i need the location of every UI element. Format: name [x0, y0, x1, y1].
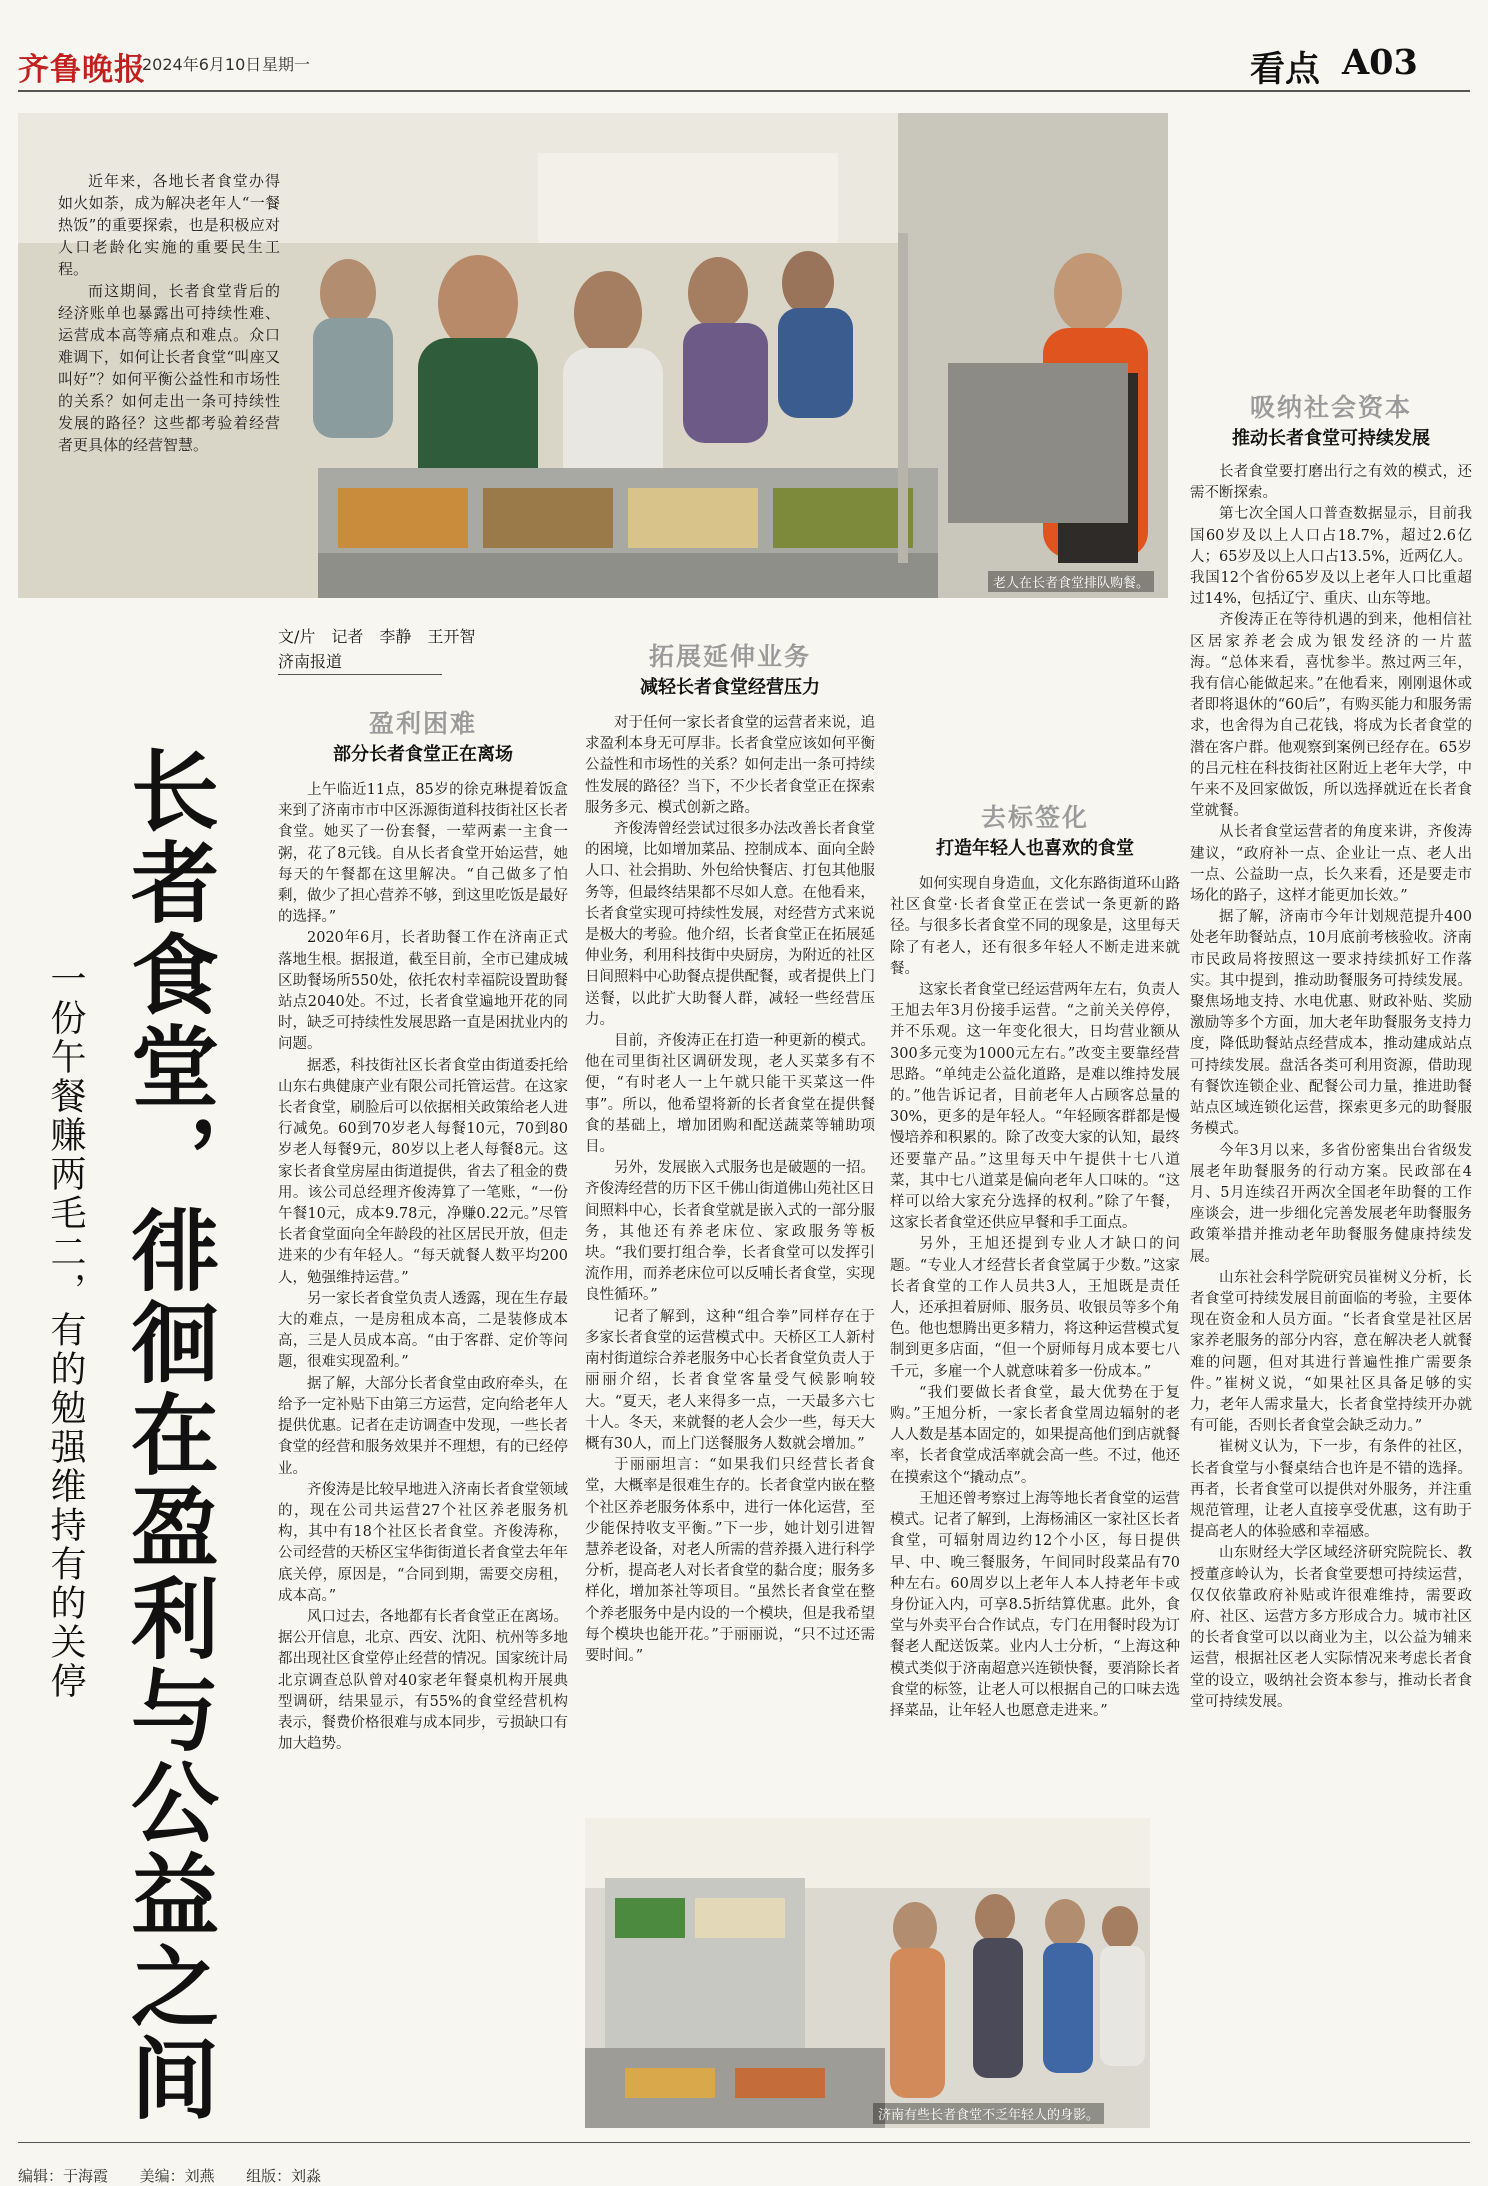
section-2-title: 拓展延伸业务	[648, 642, 811, 671]
section-1-title: 盈利困难	[368, 709, 477, 738]
paragraph: 齐俊涛是比较早地进入济南长者食堂领域的，现在公司共运营27个社区养老服务机构，其中有18个社区长者食堂。齐俊涛称，公司经营的天桥区宝华街街道长者食堂去年年底关停，原因是，“合同到期，需要交房租，成本高。”	[278, 1481, 568, 1604]
paragraph: 如何实现自身造血，文化东路街道环山路社区食堂·长者食堂正在尝试一条更新的路径。与很多长者食堂不同的现象是，这里每天除了有老人，还有很多年轻人不断走进来就餐。	[890, 876, 1180, 977]
paragraph: 王旭还曾考察过上海等地长者食堂的运营模式。记者了解到，上海杨浦区一家社区长者食堂，可辐射周边约12个小区，每日提供早、中、晚三餐服务，午间同时段菜品有70种左右。60周岁以上老年人本人持老年卡或身份证入内，可享8.5折结算优惠。此外，食堂与外卖平台合作试点，专门在用餐时段为订餐老人配送饭菜。业内人士分析，“上海这种模式类似于济南超意兴连锁快餐，要消除长者食堂的标签，让老人可以根据自己的口味去选择菜品，让年轻人也愿意走进来。”	[890, 1490, 1180, 1719]
paragraph: 另一家长者食堂负责人透露，现在生存最大的难点，一是房租成本高，二是装修成本高，三是人员成本高。“由于客群、定价等问题，很难实现盈利。”	[278, 1290, 568, 1371]
bottom-photo	[585, 1818, 1150, 2128]
section-name: 看点	[1250, 49, 1321, 90]
paragraph: 齐俊涛正在等待机遇的到来，他相信社区居家养老会成为银发经济的一片蓝海。“总体来看，喜忧参半。熬过两三年，我有信心能做起来。”在他看来，刚刚退休或者即将退休的“60后”，有购买能力和服务需求，也舍得为自己花钱，将成为长者食堂的潜在客户群。他观察到案例已经存在。65岁的吕元柱在科技街社区附近上老年大学，中午来不及回家做饭，所以选择就近在长者食堂就餐。	[1190, 612, 1472, 820]
footer-layout: 组版：刘淼	[246, 2167, 322, 2185]
paragraph: 从长者食堂运营者的角度来讲，齐俊涛建议，“政府补一点、企业让一点、老人出一点、公益助一点，长久来看，还是要走市场化的路子，这样才能更加长效。”	[1190, 824, 1472, 905]
byline-location: 济南报道	[278, 649, 442, 675]
paragraph: 第七次全国人口普查数据显示，目前我国60岁及以上人口占18.7%，超过2.6亿人；65岁及以上人口占13.5%，近两亿人。我国12个省份65岁及以上老年人口比重超过14%，包括辽宁、重庆、山东等地。	[1190, 506, 1472, 608]
bottom-photo-caption: 济南有些长者食堂不乏年轻人的身影。	[873, 2103, 1104, 2124]
top-photo-caption: 老人在长者食堂排队购餐。	[988, 571, 1154, 592]
subheadline: 一份午餐赚两毛二，有的勉强维持有的关停	[45, 960, 86, 1701]
byline-authors: 文/片 记者 李静 王开智	[278, 627, 476, 646]
paragraph: 长者食堂要打磨出行之有效的模式，还需不断探索。	[1190, 464, 1472, 502]
paragraph: 目前，齐俊涛正在打造一种更新的模式。他在司里街社区调研发现，老人买菜多有不便，“有时老人一上午就只能干买菜这一件事”。所以，他希望将新的长者食堂在提供餐食的基础上，增加团购和配送蔬菜等辅助项目。	[585, 1033, 875, 1156]
column-2	[585, 713, 875, 1811]
paragraph: “我们要做长者食堂，最大优势在于复购。”王旭分析，一家长者食堂周边辐射的老人人数是基本固定的，如果提高他们到店就餐率，长者食堂成活率就会高一些。不过，他还在摸索这个“撬动点”。	[890, 1384, 1180, 1486]
section-2-subtitle: 减轻长者食堂经营压力	[640, 677, 820, 698]
paragraph: 今年3月以来，多省份密集出台省级发展老年助餐服务的行动方案。民政部在4月、5月连续召开两次全国老年助餐的工作座谈会，进一步细化完善发展老年助餐服务政策举措并推动老年助餐服务健康持续发展。	[1190, 1142, 1472, 1265]
paragraph: 风口过去，各地都有长者食堂正在离场。据公开信息，北京、西安、沈阳、杭州等多地都出现社区食堂停止经营的情况。国家统计局北京调查总队曾对40家老年餐桌机构开展典型调研，结果显示，有55%的食堂经营机构表示，餐费价格很难与成本同步，亏损缺口有加大趋势。	[278, 1608, 568, 1753]
column-3	[890, 874, 1180, 1811]
section-4-title: 吸纳社会资本	[1249, 393, 1412, 422]
footer-art: 美编：刘燕	[139, 2167, 215, 2185]
paragraph: 这家长者食堂已经运营两年左右，负责人王旭去年3月份接手运营。“之前关关停停，并不乐观。这一年变化很大，日均营业额从300多元变为1000元左右。”改变主要靠经营思路。“单纯走公益化道路，是难以维持发展的。”他告诉记者，目前老年人占顾客总量的30%，更多的是年轻人。“年轻顾客群都是慢慢培养和积累的。除了改变大家的认知，最终还要靠产品。”这里每天中午提供十七八道菜，其中七八道菜是偏向老年人口味的。“这样可以给大家充分选择的权利。”除了午餐，这家长者食堂还供应早餐和手工面点。	[890, 982, 1180, 1232]
newspaper-logo: 齐鲁晚报	[18, 52, 146, 88]
paragraph: 另外，发展嵌入式服务也是破题的一招。齐俊涛经营的历下区千佛山街道佛山苑社区日间照料中心，长者食堂就是嵌入式的一部分服务，其他还有养老床位、家政服务等板块。“我们要打组合拳，长者食堂可以发挥引流作用，而养老床位可以反哺长者食堂，实现良性循环。”	[585, 1160, 875, 1304]
paragraph: 对于任何一家长者食堂的运营者来说，追求盈利本身无可厚非。长者食堂应该如何平衡公益性和市场性的关系？如何走出一条可持续性发展的路径？当下，不少长者食堂正在探索服务多元、模式创新之路。	[585, 715, 875, 816]
paragraph: 山东社会科学院研究员崔树义分析，长者食堂可持续发展目前面临的考验，主要体现在资金和人员方面。“长者食堂是社区居家养老服务的部分内容，意在解决老人就餐难的问题，但对其进行普遍性推广需要条件。”崔树义说，“如果社区具备足够的实力，老年人需求量大，长者食堂持续开办就有可能，否则长者食堂会缺乏动力。”	[1190, 1269, 1472, 1435]
paragraph: 山东财经大学区域经济研究院院长、教授董彦岭认为，长者食堂要想可持续运营，仅仅依靠政府补贴或许很难维持，需要政府、社区、运营方多方形成合力。城市社区的长者食堂可以以商业为主，以公益为辅来运营，根据社区老人实际情况来考虑长者食堂的设立，吸纳社会资本参与，推动长者食堂可持续发展。	[1190, 1545, 1472, 1710]
paragraph: 上午临近11点，85岁的徐克琳提着饭盒来到了济南市市中区泺源街道科技街社区长者食堂。她买了一份套餐，一荤两素一主食一粥，花了8元钱。自从长者食堂开始运营，她每天的午餐都在这里解决。“自己做多了怕剩，做少了担心营养不够，到这里吃饭是最好的选择。”	[278, 782, 568, 926]
footer-credits	[18, 2165, 321, 2186]
paragraph: 据了解，大部分长者食堂由政府牵头，在给予一定补贴下由第三方运营，定向给老年人提供优惠。记者在走访调查中发现，一些长者食堂的经营和服务效果并不理想，有的已经停业。	[278, 1375, 568, 1477]
canteen-diners-photo	[585, 1818, 1150, 2128]
paragraph: 记者了解到，这种“组合拳”同样存在于多家长者食堂的运营模式中。天桥区工人新村南村街道综合养老服务中心长者食堂负责人于丽丽介绍，长者食堂客量受气候影响较大。“夏天，老人来得多一点，一天最多六七十人。冬天，来就餐的老人会少一些，每天大概有30人，而上门送餐服务人数就会增加。”	[585, 1308, 875, 1452]
masthead-rule	[18, 90, 1470, 92]
byline	[278, 624, 528, 675]
footer-editor: 编辑：于海霞	[18, 2167, 109, 2185]
section-3-subtitle: 打造年轻人也喜欢的食堂	[936, 838, 1134, 859]
headline: 长者食堂，徘徊在盈利与公益之间	[117, 745, 221, 2125]
paragraph: 据了解，济南市今年计划规范提升400处老年助餐站点，10月底前考核验收。济南市民政局将按照这一要求持续抓好工作落实。其中提到，推动助餐服务可持续发展。聚焦场地支持、水电优惠、财政补贴、奖励激励等多个方面，加大老年助餐服务支持力度，降低助餐站点经营成本，推动建成站点可持续发展。盘活各类可利用资源，借助现有餐饮连锁企业、配餐公司力量，推进助餐站点区域连锁化运营，探索更多元的助餐服务模式。	[1190, 909, 1472, 1138]
lede-paragraph: 近年来，各地长者食堂办得如火如荼，成为解决老年人“一餐热饭”的重要探索，也是积极应对人口老龄化实施的重要民生工程。	[58, 172, 280, 278]
paragraph: 据悉，科技街社区长者食堂由街道委托给山东右典健康产业有限公司托管运营。在这家长者食堂，刷脸后可以依据相关政策给老人进行减免。60到70岁老人每餐10元，70到80岁老人每餐9元，80岁以上老人每餐8元。这家长者食堂房屋由街道提供，省去了租金的费用。该公司总经理齐俊涛算了一笔账，“一份午餐10元，成本9.78元，净赚0.22元。”尽管长者食堂面向全年龄段的社区居民开放，但走进来的少有年轻人。“每天就餐人数平均200人，勉强维持运营。”	[278, 1057, 568, 1286]
paragraph: 齐俊涛曾经尝试过很多办法改善长者食堂的困境，比如增加菜品、控制成本、面向全龄人口、社会捐助、外包给快餐店、打包其他服务等，但最终结果都不尽如人意。在他看来，长者食堂实现可持续性发展，对经营方式来说是极大的考验。他介绍，长者食堂正在拓展延伸业务，利用科技街中央厨房，为附近的社区日间照料中心助餐点提供配餐，或者提供上门送餐，以此扩大助餐人群，减轻一些经营压力。	[585, 821, 875, 1028]
column-1	[278, 780, 568, 2132]
column-4	[1190, 462, 1472, 2132]
issue-weekday: 星期一	[262, 55, 311, 74]
lede	[58, 170, 280, 456]
lede-paragraph: 而这期间，长者食堂背后的经济账单也暴露出可持续性难、运营成本高等痛点和难点。众口难调下，如何让长者食堂“叫座又叫好”？如何平衡公益性和市场性的关系？如何走出一条可持续性发展的路径？这些都考验着经营者更具体的经营智慧。	[58, 282, 280, 454]
footer-rule	[18, 2142, 1470, 2143]
paragraph: 另外，王旭还提到专业人才缺口的问题。“专业人才经营长者食堂属于少数。”这家长者食堂的工作人员共3人，王旭既是责任人，还承担着厨师、服务员、收银员等多个角色。他也想腾出更多精力，将这种运营模式复制到更多店面，“但一个厨师每月成本要七八千元，多雇一个人就意味着多一份成本。”	[890, 1236, 1180, 1380]
paragraph: 2020年6月，长者助餐工作在济南正式落地生根。据报道，截至目前，全市已建成城区助餐场所550处，依托农村幸福院设置助餐站点2040处。不过，长者食堂遍地开花的同时，缺乏可持续性发展思路一直是困扰业内的问题。	[278, 930, 568, 1053]
page-number: A03	[1342, 42, 1418, 83]
issue-date: 2024年6月10日	[142, 55, 262, 74]
paragraph: 崔树义认为，下一步，有条件的社区，长者食堂与小餐桌结合也许是不错的选择。再者，长者食堂可以提供对外服务，并注重规范管理，让老人直接享受优惠，这有助于提高老人的体验感和幸福感。	[1190, 1439, 1472, 1541]
section-4-subtitle: 推动长者食堂可持续发展	[1232, 428, 1430, 449]
section-1-subtitle: 部分长者食堂正在离场	[333, 744, 513, 765]
section-3-title: 去标签化	[980, 803, 1089, 832]
paragraph: 于丽丽坦言：“如果我们只经营长者食堂，大概率是很难生存的。长者食堂内嵌在整个社区养老服务体系中，进行一体化运营，至少能保持收支平衡。”下一步，她计划引进智慧养老设备，对老人所需的营养摄入进行科学分析，提高老人对长者食堂的黏合度；服务多样化，增加茶社等项目。“虽然长者食堂在整个养老服务中是内设的一个模块，但是我希望每个模块也能开花。”于丽丽说，“只不过还需要时间。”	[585, 1457, 875, 1664]
